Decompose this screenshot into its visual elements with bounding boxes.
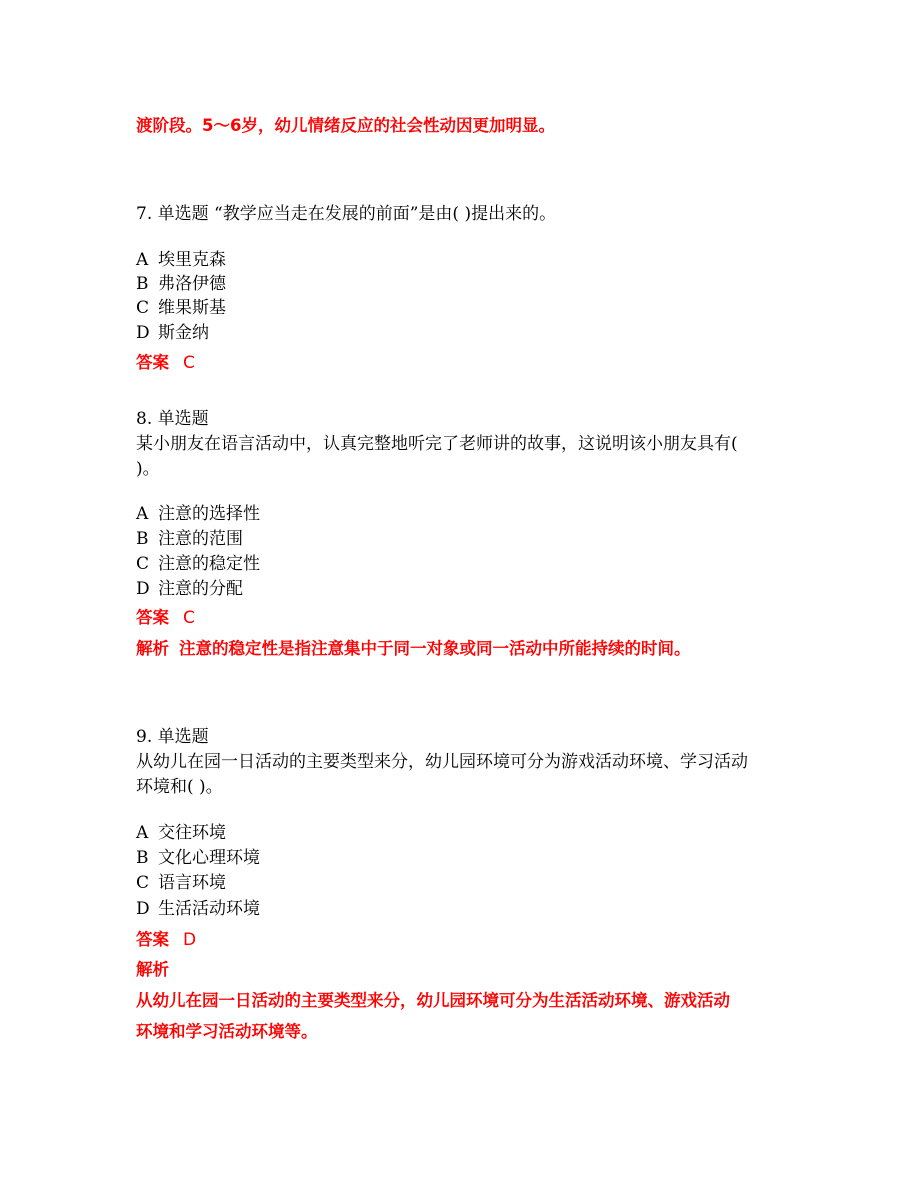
option-text: 注意的稳定性 [158,554,260,574]
q9-option-d [136,897,260,921]
q9-analysis-label: 解析 [136,960,169,979]
option-letter: A [136,250,149,270]
q8-option-a [136,502,260,526]
option-letter: D [136,899,150,919]
option-text: 交往环境 [158,823,226,843]
q9-answer [136,928,196,952]
option-letter: D [136,579,150,599]
answer-label: 答案 [136,608,169,627]
option-text: 维果斯基 [158,298,226,318]
q9-option-a [136,821,226,845]
q8-stem-line-2: )。 [136,459,160,479]
q9-header: 9. 单选题 [136,727,209,747]
option-letter: C [136,554,150,574]
q7-option-d [136,321,209,345]
option-text: 语言环境 [158,873,226,893]
answer-label: 答案 [136,353,169,372]
q9-stem-line-1: 从幼儿在园一日活动的主要类型来分，幼儿园环境可分为游戏活动环境、学习活动 [136,752,748,772]
q7-header: 7. 单选题 “教学应当走在发展的前面”是由( )提出来的。 [136,204,557,224]
option-text: 注意的分配 [158,579,243,599]
q9-analysis-line-1: 从幼儿在园一日活动的主要类型来分，幼儿园环境可分为生活活动环境、游戏活动 [136,991,730,1010]
answer-value: C [183,608,195,628]
previous-analysis-text: 渡阶段。5～6岁，幼儿情绪反应的社会性动因更加明显。 [136,116,555,135]
q9-option-b [136,846,260,870]
q7-answer [136,351,195,375]
q9-option-c [136,871,226,895]
q9-stem-line-2: 环境和( )。 [136,777,223,797]
q8-option-c [136,552,260,576]
q8-option-d [136,577,243,601]
option-letter: D [136,323,150,343]
option-letter: B [136,274,149,294]
q8-stem-line-1: 某小朋友在语言活动中，认真完整地听完了老师讲的故事，这说明该小朋友具有( [136,434,738,454]
q9-analysis-line-2: 环境和学习活动环境等。 [136,1022,318,1041]
q8-header: 8. 单选题 [136,409,209,429]
answer-label: 答案 [136,930,169,949]
option-letter: A [136,504,149,524]
option-letter: B [136,848,149,868]
q8-answer [136,606,195,630]
answer-value: C [183,353,195,373]
option-text: 埃里克森 [158,250,226,270]
option-text: 文化心理环境 [158,848,260,868]
q8-option-b [136,527,243,551]
q7-option-a [136,248,226,272]
q8-analysis [136,637,691,661]
answer-value: D [183,930,197,950]
option-letter: C [136,873,150,893]
option-letter: A [136,823,149,843]
option-text: 注意的选择性 [158,504,260,524]
option-text: 注意的范围 [158,529,243,549]
q7-option-c [136,296,226,320]
option-letter: B [136,529,149,549]
q7-option-b [136,272,226,296]
analysis-text: 注意的稳定性是指注意集中于同一对象或同一活动中所能持续的时间。 [179,639,691,658]
analysis-label: 解析 [136,639,169,658]
option-text: 生活活动环境 [158,899,260,919]
option-letter: C [136,298,150,318]
option-text: 斯金纳 [158,323,209,343]
option-text: 弗洛伊德 [158,274,226,294]
